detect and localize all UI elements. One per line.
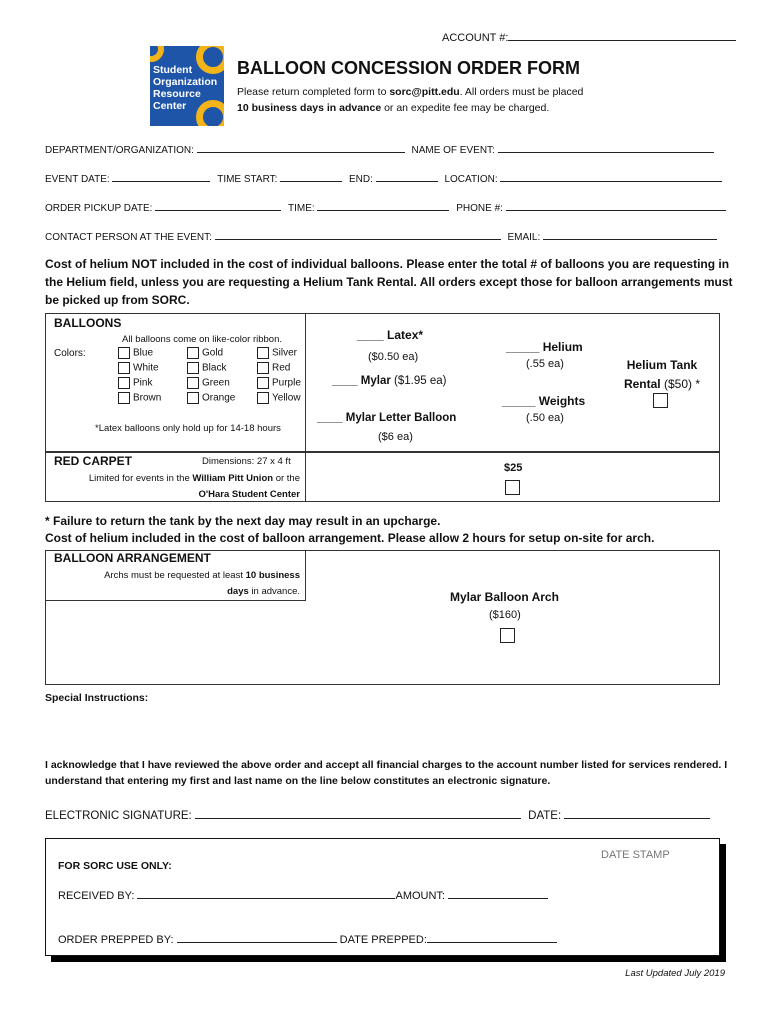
event-name-input[interactable]	[498, 142, 714, 153]
received-label: RECEIVED BY:	[58, 890, 135, 902]
arrangement-note: Archs must be requested at least 10 business days in advance.	[104, 570, 300, 597]
white-checkbox[interactable]	[118, 362, 130, 374]
tank-failure-note: * Failure to return the tank by the next day may result in an upcharge.	[45, 514, 441, 528]
helium-tank-checkbox[interactable]	[653, 393, 668, 411]
field-row-3	[45, 200, 723, 214]
mylar-arch-checkbox[interactable]	[500, 628, 515, 646]
date-prepped-input[interactable]	[427, 932, 557, 943]
last-updated: Last Updated July 2019	[625, 968, 725, 979]
color-silver[interactable]: Silver	[257, 347, 297, 359]
prepped-by-input[interactable]	[177, 932, 337, 943]
helium-item[interactable]: _____ Helium	[506, 340, 583, 354]
event-name-label: NAME OF EVENT:	[411, 145, 495, 156]
blue-checkbox[interactable]	[118, 347, 130, 359]
intro-text: Please return completed form to sorc@pitt.edu. All orders must be placed 10 business days in advance or an expedite fee may be charged.	[237, 86, 584, 114]
field-row-4	[45, 229, 723, 243]
mylar-arch-item: Mylar Balloon Arch	[450, 590, 559, 604]
phone-input[interactable]	[506, 200, 726, 211]
pink-checkbox[interactable]	[118, 377, 130, 389]
signature-date-input[interactable]	[564, 808, 710, 819]
acknowledgement-text: I acknowledge that I have reviewed the above order and accept all financial charges to the account number listed for services rendered. I understand that entering my first and last name on the line below constitutes an electronic signature.	[45, 759, 728, 787]
color-orange[interactable]: Orange	[187, 392, 235, 404]
weights-price: (.50 ea)	[526, 412, 564, 424]
green-checkbox[interactable]	[187, 377, 199, 389]
red-carpet-price: $25	[504, 462, 523, 474]
special-instructions-input[interactable]	[45, 708, 720, 752]
prepped-by-label: ORDER PREPPED BY:	[58, 934, 174, 946]
special-instructions-label: Special Instructions:	[45, 692, 149, 704]
helium-note: Cost of helium NOT included in the cost of individual balloons. Please enter the total # of balloons you are requesting in the Helium field, unless you are requesting a Helium Tank Rental. All orders except those for balloon arrangements must be picked up from SORC.	[45, 257, 733, 307]
date-stamp-label: DATE STAMP	[601, 849, 670, 861]
event-date-input[interactable]	[112, 171, 210, 182]
color-black[interactable]: Black	[187, 362, 226, 374]
field-row-2	[45, 171, 723, 185]
red-carpet-heading: RED CARPET	[54, 454, 133, 468]
color-green[interactable]: Green	[187, 377, 230, 389]
time-label: TIME:	[288, 203, 315, 214]
amount-label: AMOUNT:	[395, 890, 445, 902]
latex-item[interactable]: ____ Latex*	[357, 328, 424, 342]
purple-checkbox[interactable]	[257, 377, 269, 389]
arrangement-heading: BALLOON ARRANGEMENT	[54, 551, 211, 565]
time-input[interactable]	[317, 200, 449, 211]
weights-item[interactable]: _____ Weights	[502, 394, 586, 408]
department-label: DEPARTMENT/ORGANIZATION:	[45, 145, 194, 156]
time-start-input[interactable]	[280, 171, 342, 182]
account-field[interactable]	[442, 30, 736, 44]
amount-input[interactable]	[448, 888, 548, 899]
red-carpet-checkbox[interactable]	[505, 480, 520, 498]
silver-checkbox[interactable]	[257, 347, 269, 359]
sorc-logo	[150, 46, 224, 126]
location-input[interactable]	[500, 171, 722, 182]
pickup-date-label: ORDER PICKUP DATE:	[45, 203, 153, 214]
time-start-label: TIME START:	[217, 174, 278, 185]
ribbon-note: All balloons come on like-color ribbon.	[122, 334, 282, 345]
mylar-item[interactable]: ____ Mylar ($1.95 ea)	[332, 375, 447, 387]
department-input[interactable]	[197, 142, 405, 153]
email-label: EMAIL:	[507, 232, 541, 243]
color-brown[interactable]: Brown	[118, 392, 161, 404]
contact-label: CONTACT PERSON AT THE EVENT:	[45, 232, 212, 243]
red-carpet-limit: Limited for events in the William Pitt Union or the O'Hara Student Center	[88, 473, 300, 500]
sorc-heading: FOR SORC USE ONLY:	[58, 860, 172, 872]
logo-text: Student Organization Resource Center	[153, 64, 218, 112]
color-blue[interactable]: Blue	[118, 347, 153, 359]
form-title: BALLOON CONCESSION ORDER FORM	[237, 58, 581, 78]
brown-checkbox[interactable]	[118, 392, 130, 404]
mylar-letter-item[interactable]: ____ Mylar Letter Balloon	[317, 412, 457, 424]
black-checkbox[interactable]	[187, 362, 199, 374]
end-label: END:	[348, 174, 373, 185]
mylar-letter-price: ($6 ea)	[378, 431, 413, 443]
gold-checkbox[interactable]	[187, 347, 199, 359]
orange-checkbox[interactable]	[187, 392, 199, 404]
sorc-email-link: sorc@pitt.edu	[389, 86, 460, 98]
latex-note: *Latex balloons only hold up for 14-18 hours	[95, 423, 281, 434]
signature-date-label: DATE:	[528, 810, 562, 822]
signature-label: ELECTRONIC SIGNATURE:	[45, 810, 192, 822]
color-white[interactable]: White	[118, 362, 159, 374]
signature-row	[45, 808, 735, 822]
pickup-date-input[interactable]	[155, 200, 281, 211]
contact-input[interactable]	[215, 229, 501, 240]
color-red[interactable]: Red	[257, 362, 290, 374]
phone-label: PHONE #:	[456, 203, 503, 214]
signature-input[interactable]	[195, 808, 521, 819]
latex-price: ($0.50 ea)	[368, 351, 419, 363]
red-carpet-dimensions: Dimensions: 27 x 4 ft	[202, 456, 291, 467]
end-input[interactable]	[376, 171, 438, 182]
color-purple[interactable]: Purple	[257, 377, 301, 389]
location-label: LOCATION:	[444, 174, 498, 185]
arrangement-helium-note: Cost of helium included in the cost of balloon arrangement. Please allow 2 hours for setup on-site for arch.	[45, 531, 655, 545]
received-row	[58, 888, 548, 902]
color-pink[interactable]: Pink	[118, 377, 152, 389]
color-yellow[interactable]: Yellow	[257, 392, 301, 404]
red-checkbox[interactable]	[257, 362, 269, 374]
helium-tank-rental: Helium Tank Rental ($50) *	[623, 358, 701, 391]
yellow-checkbox[interactable]	[257, 392, 269, 404]
email-input[interactable]	[543, 229, 717, 240]
date-prepped-label: DATE PREPPED:	[339, 934, 427, 946]
prepped-row	[58, 932, 557, 946]
event-date-label: EVENT DATE:	[45, 174, 110, 185]
helium-price: (.55 ea)	[526, 358, 564, 370]
received-input[interactable]	[137, 888, 395, 899]
field-row-1	[45, 142, 723, 156]
mylar-arch-price: ($160)	[489, 609, 521, 621]
color-gold[interactable]: Gold	[187, 347, 223, 359]
account-label: ACCOUNT #:	[442, 32, 509, 44]
balloons-heading: BALLOONS	[54, 316, 122, 330]
colors-label: Colors:	[54, 348, 86, 359]
